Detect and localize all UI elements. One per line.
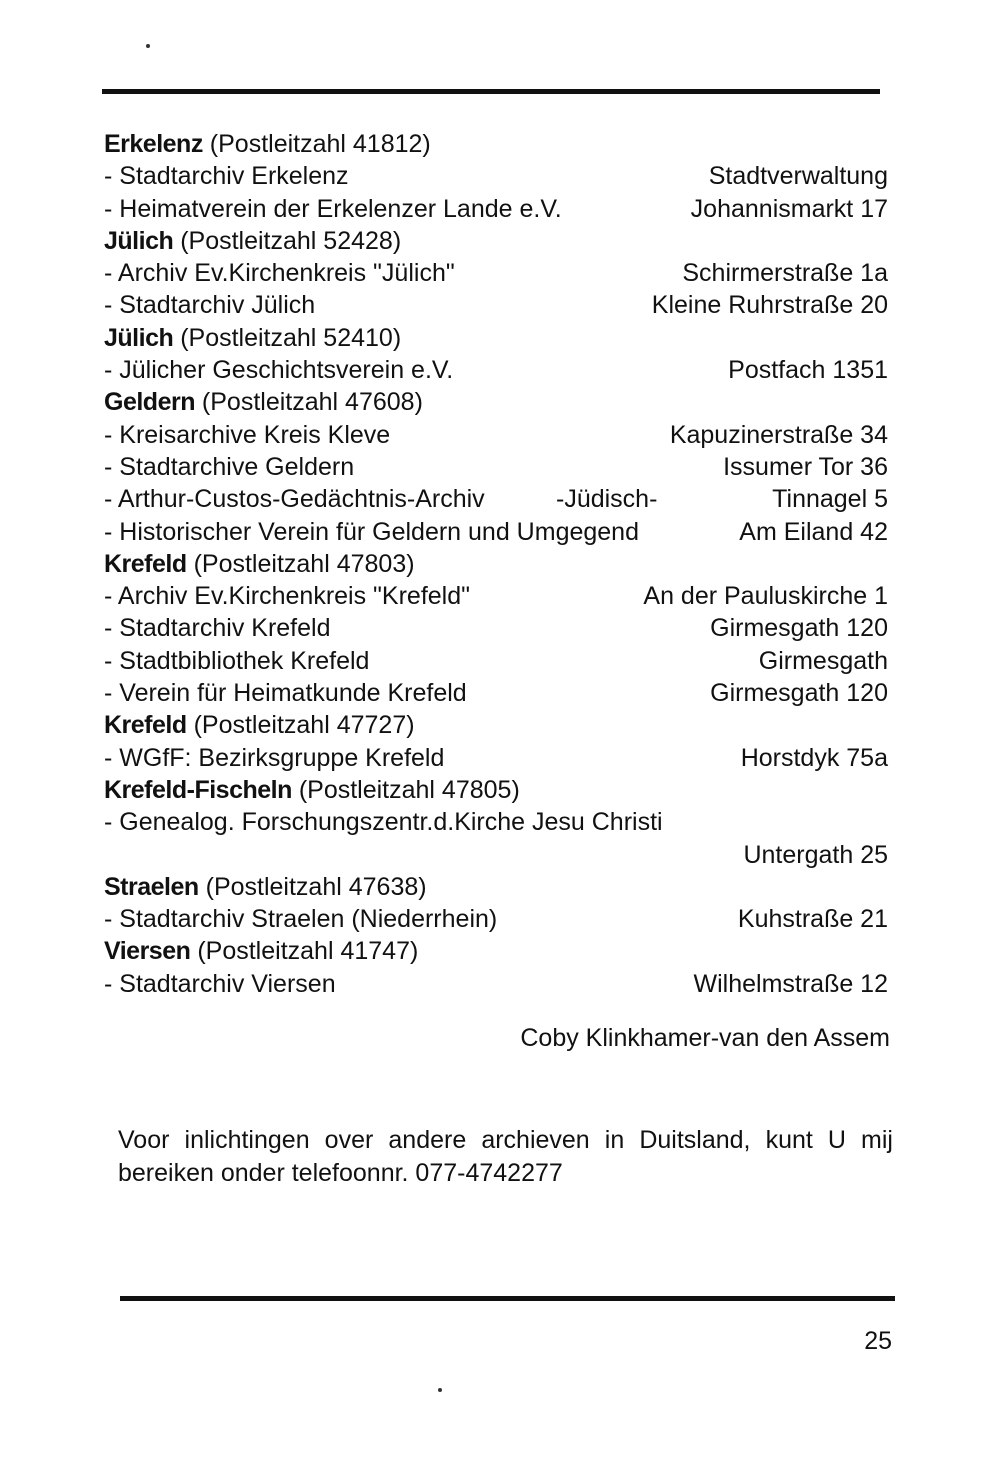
archive-entry xyxy=(104,160,888,192)
archive-address: Issumer Tor 36 xyxy=(723,452,888,481)
archive-name: - Archiv Ev.Kirchenkreis "Krefeld" xyxy=(104,582,471,611)
archive-address: Girmesgath 120 xyxy=(710,679,888,708)
archive-address: Kuhstraße 21 xyxy=(737,905,888,934)
speck-top xyxy=(146,44,150,48)
archive-entry xyxy=(104,257,888,289)
archive-entry xyxy=(104,677,888,709)
city-header xyxy=(104,709,888,741)
archive-entry xyxy=(104,193,888,225)
archive-name: - Heimatverein der Erkelenzer Lande e.V. xyxy=(104,194,562,223)
postal-code: (Postleitzahl 41747) xyxy=(190,937,419,966)
top-rule xyxy=(102,89,880,94)
archive-name: - Stadtarchiv Viersen xyxy=(104,969,336,998)
contact-note: Voor inlichtingen over andere archieven in Duitsland, kunt U mij bereiken onder telefoonnr. 077-4742277 xyxy=(118,1126,893,1187)
archive-address: Girmesgath xyxy=(758,646,888,675)
archive-entry xyxy=(104,354,888,386)
archive-address: Tinnagel 5 xyxy=(772,485,888,514)
archive-name: - Stadtarchiv Erkelenz xyxy=(104,162,349,191)
archive-entry xyxy=(104,806,888,838)
archive-address: Schirmerstraße 1a xyxy=(682,259,888,288)
city-name: Viersen xyxy=(104,937,191,966)
city-name: Krefeld-Fischeln xyxy=(104,775,292,804)
city-name: Jülich xyxy=(104,323,174,352)
city-header xyxy=(104,225,888,257)
city-header xyxy=(104,774,888,806)
city-header-text xyxy=(104,935,418,967)
archive-entry xyxy=(104,419,888,451)
archive-entry xyxy=(104,903,888,935)
archive-entry xyxy=(104,968,888,1000)
city-name: Krefeld xyxy=(104,711,187,740)
postal-code: (Postleitzahl 47638) xyxy=(198,872,427,901)
archive-address: An der Pauluskirche 1 xyxy=(643,582,888,611)
city-name: Straelen xyxy=(104,872,199,901)
archive-name: - Verein für Heimatkunde Krefeld xyxy=(104,679,467,708)
archive-entry xyxy=(104,580,888,612)
archive-entry xyxy=(104,612,888,644)
archive-name: - WGfF: Bezirksgruppe Krefeld xyxy=(104,743,445,772)
archive-list xyxy=(104,128,888,1000)
archive-entry xyxy=(104,839,888,871)
archive-name: - Stadtarchiv Krefeld xyxy=(104,614,331,643)
archive-entry xyxy=(104,645,888,677)
archive-name: - Jülicher Geschichtsverein e.V. xyxy=(104,356,454,385)
postal-code: (Postleitzahl 41812) xyxy=(202,130,431,158)
city-header-text xyxy=(104,871,427,903)
city-header-text xyxy=(104,709,415,741)
city-name: Jülich xyxy=(104,226,174,255)
postal-code: (Postleitzahl 52410) xyxy=(173,323,402,352)
archive-address: Am Eiland 42 xyxy=(739,517,888,546)
city-header-text xyxy=(104,225,401,257)
archive-address: Untergath 25 xyxy=(743,840,888,869)
city-name: Erkelenz xyxy=(104,130,203,158)
city-header xyxy=(104,322,888,354)
archive-subtitle: -Jüdisch- xyxy=(556,485,658,514)
city-name: Krefeld xyxy=(104,549,187,578)
page-number: 25 xyxy=(864,1327,892,1355)
archive-entry xyxy=(104,289,888,321)
archive-entry xyxy=(104,483,888,515)
postal-code: (Postleitzahl 47803) xyxy=(186,549,415,578)
archive-address: Postfach 1351 xyxy=(728,356,888,385)
archive-address: Wilhelmstraße 12 xyxy=(693,969,888,998)
city-name: Geldern xyxy=(104,388,195,417)
archive-name: - Stadtarchive Geldern xyxy=(104,452,355,481)
archive-name: - Kreisarchive Kreis Kleve xyxy=(104,420,391,449)
archive-address: Johannismarkt 17 xyxy=(690,194,888,223)
city-header xyxy=(104,871,888,903)
city-header xyxy=(104,128,888,160)
city-header xyxy=(104,935,888,967)
archive-name: - Archiv Ev.Kirchenkreis "Jülich" xyxy=(104,259,455,288)
archive-address: Stadtverwaltung xyxy=(708,162,888,191)
bottom-rule xyxy=(120,1296,895,1301)
archive-address: Kapuzinerstraße 34 xyxy=(669,420,888,449)
archive-name: - Historischer Verein für Geldern und Umgegend xyxy=(104,517,639,546)
archive-entry xyxy=(104,451,888,483)
city-header xyxy=(104,386,888,418)
city-header-text xyxy=(104,322,401,354)
archive-name: - Stadtarchiv Straelen (Niederrhein) xyxy=(104,905,498,934)
author-signature: Coby Klinkhamer-van den Assem xyxy=(520,1024,890,1052)
city-header-text xyxy=(104,128,431,160)
archive-name: - Stadtarchiv Jülich xyxy=(104,291,316,320)
postal-code: (Postleitzahl 52428) xyxy=(173,226,402,255)
postal-code: (Postleitzahl 47805) xyxy=(291,775,520,804)
speck-bottom xyxy=(438,1388,442,1392)
postal-code: (Postleitzahl 47608) xyxy=(194,388,423,417)
postal-code: (Postleitzahl 47727) xyxy=(186,711,415,740)
archive-address: Kleine Ruhrstraße 20 xyxy=(651,291,888,320)
archive-address: Girmesgath 120 xyxy=(710,614,888,643)
archive-name: - Arthur-Custos-Gedächtnis-Archiv xyxy=(104,485,485,514)
city-header-text xyxy=(104,386,423,418)
archive-address: Horstdyk 75a xyxy=(740,743,888,772)
archive-name: - Genealog. Forschungszentr.d.Kirche Jesu Christi xyxy=(104,808,663,837)
archive-entry xyxy=(104,516,888,548)
archive-name: - Stadtbibliothek Krefeld xyxy=(104,646,370,675)
city-header-text xyxy=(104,774,520,806)
archive-entry xyxy=(104,742,888,774)
city-header xyxy=(104,548,888,580)
city-header-text xyxy=(104,548,415,580)
